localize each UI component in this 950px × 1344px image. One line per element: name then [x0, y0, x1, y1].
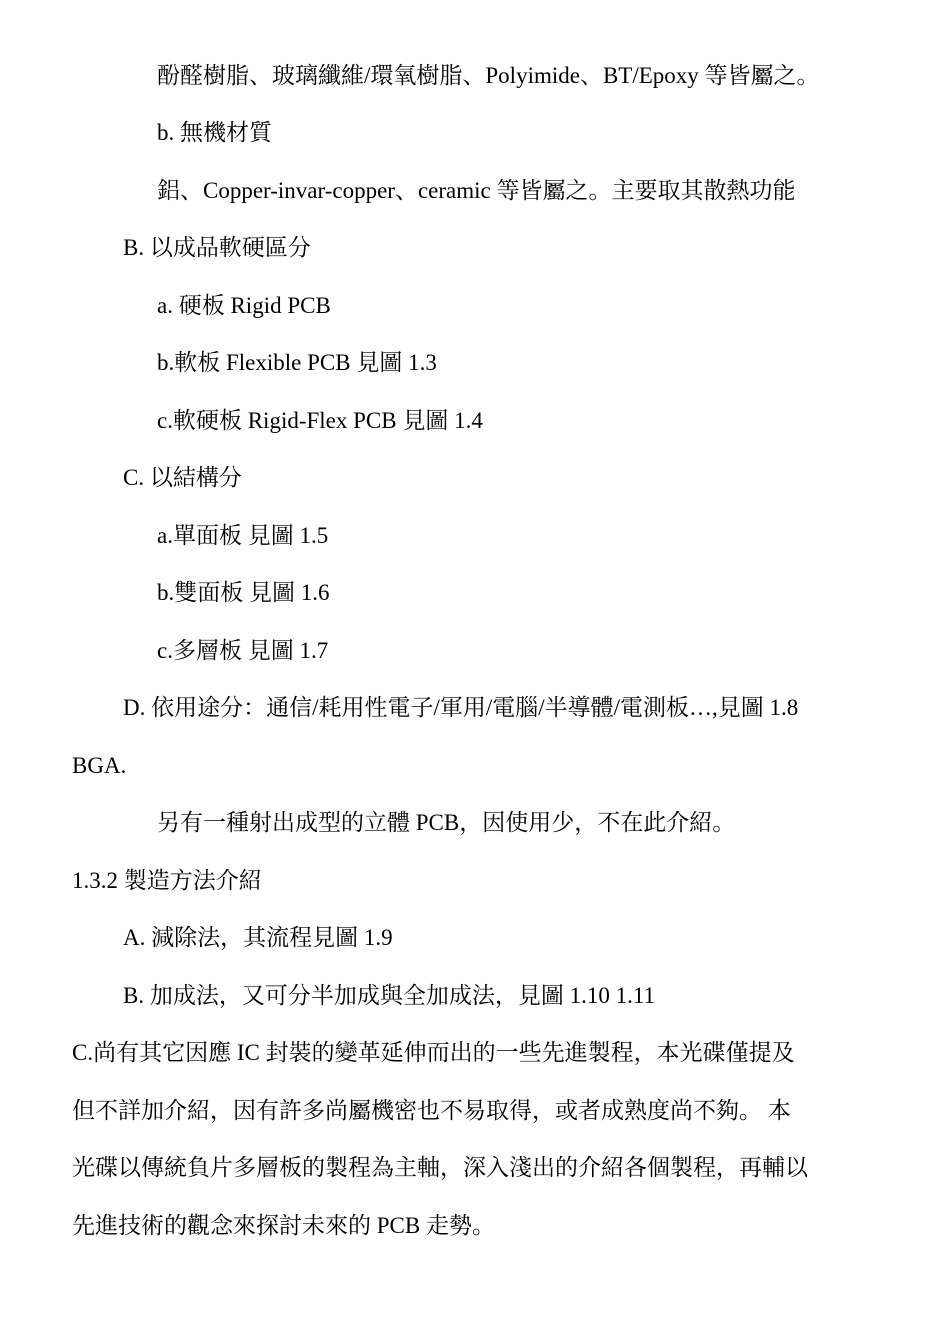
- text-line-inorganic-heading: b. 無機材質: [157, 120, 272, 145]
- text-line-rigid-pcb: a. 硬板 Rigid PCB: [157, 293, 331, 318]
- text-line-inorganic-materials: 鋁、Copper-invar-copper、ceramic 等皆屬之。主要取其散熱功能: [157, 178, 796, 203]
- paragraph-line-1: C.尚有其它因應 IC 封裝的變革延伸而出的一些先進製程，本光碟僅提及: [72, 1040, 795, 1065]
- text-line-bga: BGA.: [72, 753, 127, 778]
- section-heading-1-3-2: 1.3.2 製造方法介紹: [72, 868, 262, 893]
- text-line-multilayer: c.多層板 見圖 1.7: [157, 638, 329, 663]
- text-line-double-sided: b.雙面板 見圖 1.6: [157, 580, 330, 605]
- text-line-single-sided: a.單面板 見圖 1.5: [157, 523, 329, 548]
- text-line-section-c-heading: C. 以結構分: [123, 465, 242, 490]
- text-line-additive: B. 加成法，又可分半加成與全加成法，見圖 1.10 1.11: [123, 983, 655, 1008]
- text-line-section-b-heading: B. 以成品軟硬區分: [123, 235, 311, 260]
- text-line-rigid-flex-pcb: c.軟硬板 Rigid-Flex PCB 見圖 1.4: [157, 408, 483, 433]
- paragraph-line-4: 先進技術的觀念來探討未來的 PCB 走勢。: [72, 1213, 495, 1238]
- text-line-organic-materials: 酚醛樹脂、玻璃纖維/環氧樹脂、Polyimide、BT/Epoxy 等皆屬之。: [157, 63, 820, 88]
- paragraph-line-3: 光碟以傳統負片多層板的製程為主軸，深入淺出的介紹各個製程，再輔以: [72, 1155, 808, 1180]
- paragraph-line-2: 但不詳加介紹，因有許多尚屬機密也不易取得，或者成熟度尚不夠。 本: [72, 1098, 791, 1123]
- text-line-subtractive: A. 減除法，其流程見圖 1.9: [123, 925, 393, 950]
- text-line-flexible-pcb: b.軟板 Flexible PCB 見圖 1.3: [157, 350, 437, 375]
- text-line-section-d-usage: D. 依用途分：通信/耗用性電子/軍用/電腦/半導體/電測板…,見圖 1.8: [123, 695, 799, 720]
- text-line-3d-pcb-note: 另有一種射出成型的立體 PCB，因使用少，不在此介紹。: [157, 810, 736, 835]
